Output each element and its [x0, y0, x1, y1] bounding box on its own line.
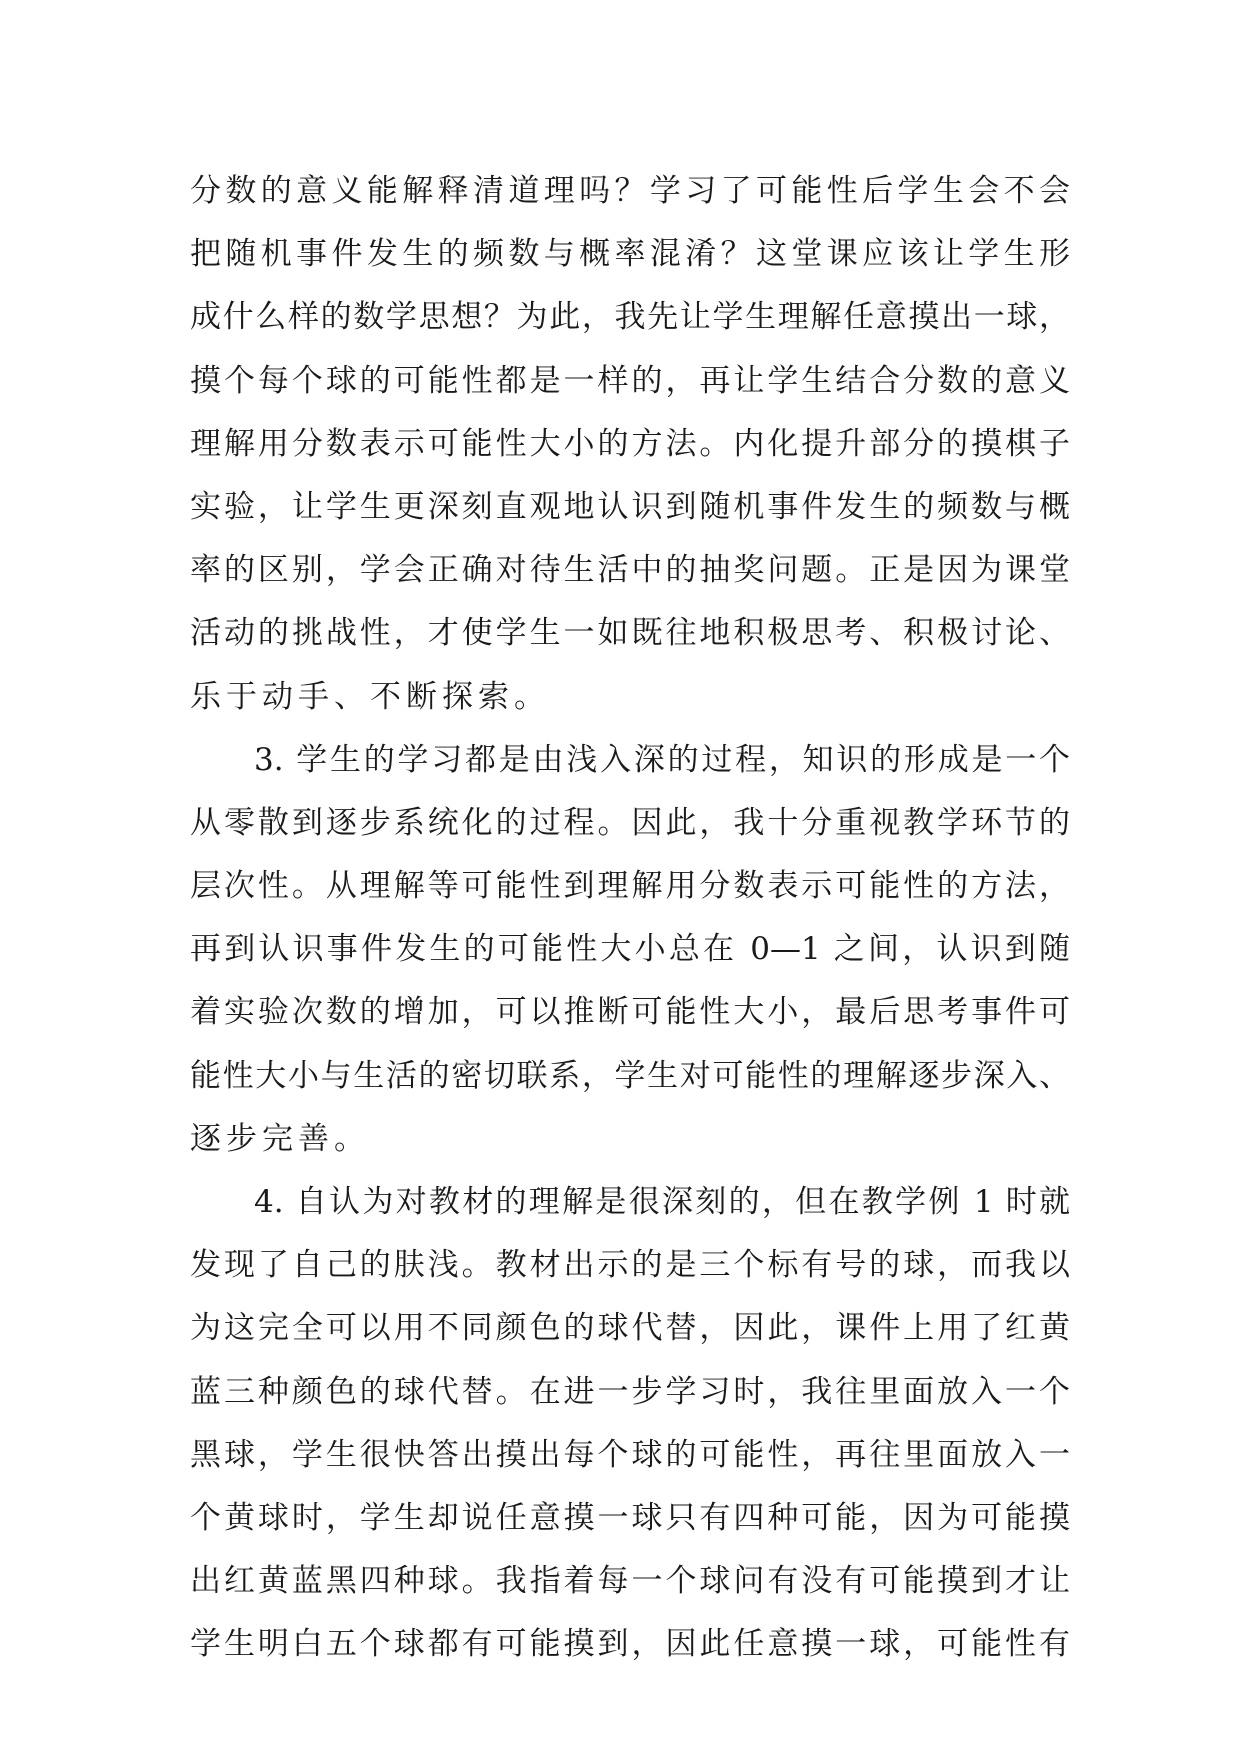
- text-line: 分数的意义能解释清道理吗？学习了可能性后学生会不会: [190, 173, 1070, 209]
- text-line: 从零散到逐步系统化的过程。因此，我十分重视教学环节的: [190, 804, 1070, 841]
- text-line: 黑球，学生很快答出摸出每个球的可能性，再往里面放入一: [190, 1436, 1070, 1473]
- paragraph-3-first-line: 3. 学生的学习都是由浅入深的过程，知识的形成是一个: [254, 741, 1070, 778]
- text-line: 成什么样的数学思想？为此，我先让学生理解任意摸出一球，: [190, 299, 1070, 336]
- text-line: 逐步完善。: [190, 1120, 370, 1157]
- text-line: 出红黄蓝黑四种球。我指着每一个球问有没有可能摸到才让: [190, 1563, 1070, 1600]
- text-line: 能性大小与生活的密切联系，学生对可能性的理解逐步深入、: [190, 1057, 1070, 1094]
- text-line: 层次性。从理解等可能性到理解用分数表示可能性的方法，: [190, 868, 1070, 905]
- text-line: 为这完全可以用不同颜色的球代替，因此，课件上用了红黄: [190, 1310, 1070, 1347]
- text-line: 摸个每个球的可能性都是一样的，再让学生结合分数的意义: [190, 362, 1070, 399]
- body-text: [190, 160, 1070, 1677]
- text-line: 把随机事件发生的频数与概率混淆？这堂课应该让学生形: [190, 236, 1070, 273]
- text-line: 学生明白五个球都有可能摸到，因此任意摸一球，可能性有: [190, 1626, 1070, 1663]
- text-line: 理解用分数表示可能性大小的方法。内化提升部分的摸棋子: [190, 425, 1070, 462]
- text-line: 再到认识事件发生的可能性大小总在 0—1 之间，认识到随: [190, 931, 1070, 968]
- text-line: 发现了自己的肤浅。教材出示的是三个标有号的球，而我以: [190, 1247, 1070, 1284]
- text-line: 实验，让学生更深刻直观地认识到随机事件发生的频数与概: [190, 488, 1070, 525]
- text-line: 蓝三种颜色的球代替。在进一步学习时，我往里面放入一个: [190, 1373, 1070, 1410]
- text-line: 率的区别，学会正确对待生活中的抽奖问题。正是因为课堂: [190, 552, 1070, 589]
- text-line: 活动的挑战性，才使学生一如既往地积极思考、积极讨论、: [190, 615, 1070, 652]
- text-line: 乐于动手、不断探索。: [190, 678, 550, 715]
- paragraph-4-first-line: 4. 自认为对教材的理解是很深刻的，但在教学例 1 时就: [254, 1184, 1070, 1220]
- text-line: 着实验次数的增加，可以推断可能性大小，最后思考事件可: [190, 994, 1070, 1031]
- text-line: 个黄球时，学生却说任意摸一球只有四种可能，因为可能摸: [190, 1499, 1070, 1536]
